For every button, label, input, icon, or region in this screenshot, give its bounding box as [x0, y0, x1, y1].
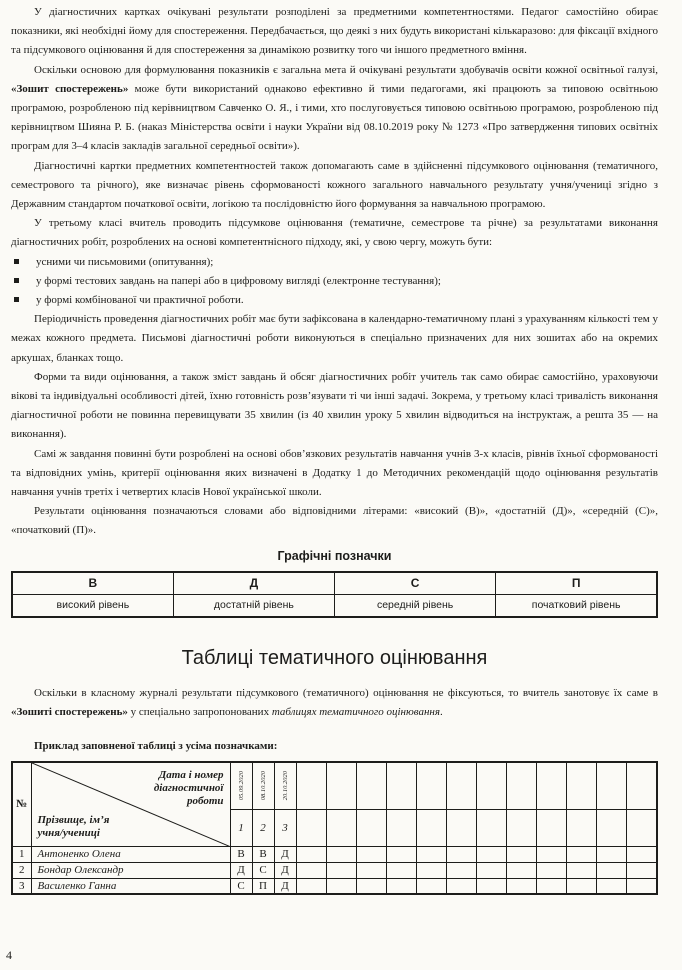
empty-cell — [386, 862, 416, 878]
mark-cell: С — [252, 862, 274, 878]
empty-cell — [597, 809, 627, 846]
mark-cell: В — [230, 846, 252, 862]
pupil-name: Василенко Ганна — [31, 878, 230, 894]
date-header-label: Дата і номер діагностичної роботи — [153, 769, 224, 808]
empty-cell — [567, 809, 597, 846]
notebook-title-bold: «Зошиті спостережень» — [11, 705, 128, 718]
empty-cell — [416, 862, 446, 878]
legend-title: Графічні позначки — [277, 548, 392, 563]
paragraph-text: у спеціально запропонованих — [127, 705, 272, 718]
number-column-header: № — [12, 762, 31, 846]
legend-levels-row — [12, 594, 657, 617]
empty-cell — [597, 762, 627, 809]
page-content — [11, 0, 658, 895]
tables-italic: таблицях тематичного оцінювання — [271, 705, 440, 718]
empty-cell — [476, 878, 506, 894]
empty-cell — [476, 809, 506, 846]
empty-cell — [537, 862, 567, 878]
empty-cell — [476, 862, 506, 878]
empty-cell — [627, 862, 657, 878]
date-cell — [252, 762, 274, 809]
date-label: 08.10.2020 — [259, 771, 267, 801]
empty-cell — [356, 862, 386, 878]
mark-cell: С — [230, 878, 252, 894]
empty-cell — [446, 878, 476, 894]
date-cell — [274, 762, 296, 809]
paragraph-final-assessment: Діагностичні картки предметних компетентностей також допомагають саме в здійсненні підсумкового оцінювання (тематичного, семестрового та річного), яке визначає рівень сформованості кожного загального навчального результату учня/учениці згідно з Державним стандартом початкової освіти, логікою та послідовністю його формування за навчальною програмою. — [11, 159, 658, 211]
empty-cell — [507, 762, 537, 809]
section-title: Таблиці тематичного оцінювання — [181, 646, 488, 669]
empty-cell — [326, 862, 356, 878]
empty-cell — [296, 862, 326, 878]
work-number: 3 — [274, 809, 296, 846]
legend-letter: С — [335, 572, 496, 595]
paragraph-tasks: Самі ж завдання повинні бути розроблені на основі обов’язкових результатів навчання учнів 3-х класів, рівнів їхньої сформованості та відповідних умінь, критерії оцінювання яких визначені в Додатку 1 до Методичних рекомендацій щодо оцінювання результатів навчання учнів третіх і четвертих класів Нової української школи. — [11, 447, 658, 499]
mark-cell: П — [252, 878, 274, 894]
empty-cell — [416, 762, 446, 809]
paragraph-text: Оскільки в класному журналі результати підсумкового (тематичного) оцінювання не фіксуються, то вчитель занотовує їх саме в — [34, 686, 658, 699]
empty-cell — [567, 762, 597, 809]
empty-cell — [386, 762, 416, 809]
date-label: 20.10.2020 — [281, 771, 289, 801]
paragraph-notebook-usage — [11, 61, 658, 157]
empty-cell — [386, 846, 416, 862]
empty-cell — [476, 846, 506, 862]
legend-letter: П — [496, 572, 657, 595]
mark-cell: Д — [274, 862, 296, 878]
section-intro — [11, 684, 658, 722]
legend-table — [11, 571, 658, 618]
empty-cell — [627, 762, 657, 809]
empty-cell — [597, 862, 627, 878]
empty-cell — [537, 878, 567, 894]
date-label: 05.09.2020 — [237, 771, 245, 801]
paragraph-forms-types: Форми та види оцінювання, а також зміст завдань й обсяг діагностичних робіт учитель так само обирає самостійно, ураховуючи вікові та індивідуальні особливості дітей, їхню готовність розв’язувати ті чи інші задачі. Зокрема, у третьому класі тривалість виконання діагностичної роботи не повинна перевищувати 35 хвилин (із 40 хвилин уроку 5 хвилин відводиться на інструктаж, а решта 35 — на виконання). — [11, 370, 658, 441]
paragraph-text: Оскільки основою для формулювання показників є загальна мета й очікувані результати здобувачів освіти кожної освітньої галузі, — [34, 63, 658, 76]
legend-letters-row — [12, 572, 657, 595]
work-number: 1 — [230, 809, 252, 846]
row-number: 3 — [12, 878, 31, 894]
paragraph-periodicity: Періодичність проведення діагностичних робіт має бути зафіксована в календарно-тематичному плані з урахуванням кількості тем у межах кожного предмета. Письмові діагностичні роботи виконуються в спеціально призначених для них зошитах або на окремих аркушах, бланках тощо. — [11, 313, 658, 364]
empty-cell — [507, 862, 537, 878]
empty-cell — [326, 846, 356, 862]
empty-cell — [567, 862, 597, 878]
empty-cell — [507, 846, 537, 862]
empty-cell — [446, 862, 476, 878]
empty-cell — [326, 809, 356, 846]
date-cell — [230, 762, 252, 809]
legend-level: високий рівень — [12, 594, 173, 617]
empty-cell — [326, 878, 356, 894]
mark-cell: В — [252, 846, 274, 862]
journal-header-row — [12, 762, 657, 809]
empty-cell — [356, 846, 386, 862]
empty-cell — [386, 878, 416, 894]
empty-cell — [446, 809, 476, 846]
mark-cell: Д — [230, 862, 252, 878]
page-number: 4 — [6, 948, 12, 962]
empty-cell — [446, 846, 476, 862]
empty-cell — [416, 846, 446, 862]
empty-cell — [356, 878, 386, 894]
empty-cell — [356, 809, 386, 846]
table-row — [12, 862, 657, 878]
assessment-forms-list — [11, 253, 658, 311]
paragraph-result-letters: Результати оцінювання позначаються словами або відповідними літерами: «високий (В)», «достатній (Д)», «середній (С)», «початковий (П)». — [11, 505, 658, 537]
empty-cell — [386, 809, 416, 846]
paragraph-text: може бути використаний однаково ефективно й тими педагогами, які працюють за типовою освітньою програмою, розробленою під керівництвом Савченко О. Я., і тими, хто послуговується типовою освітньою програмою, розробленою під керівництвом Шияна Р. Б. (наказ Міністерства освіти і науки України від 08.10.2019 року № 1273 «Про затвердження типових освітніх програм для 3–4 класів закладів загальної середньої освіти»). — [11, 82, 658, 153]
row-number: 1 — [12, 846, 31, 862]
pupil-name: Антоненко Олена — [31, 846, 230, 862]
empty-cell — [627, 846, 657, 862]
legend-level: середній рівень — [335, 594, 496, 617]
legend-letter: Д — [173, 572, 334, 595]
empty-cell — [416, 809, 446, 846]
pupil-name: Бондар Олександр — [31, 862, 230, 878]
list-item: усними чи письмовими (опитування); — [11, 253, 658, 272]
legend-letter: В — [12, 572, 173, 595]
empty-cell — [537, 762, 567, 809]
paragraph-diagnostic-cards: У діагностичних картках очікувані результати розподілені за предметними компетентностями. Педагог самостійно обирає показники, які необхідні йому для спостереження. Передбачається, що деякі з них будуть використані кількаразово: для фіксації вхідного та підсумкового оцінювання й для спостереження за динамікою розвитку того чи іншого предметного вміння. — [11, 6, 658, 57]
empty-cell — [296, 846, 326, 862]
empty-cell — [567, 846, 597, 862]
empty-cell — [446, 762, 476, 809]
empty-cell — [537, 846, 567, 862]
empty-cell — [416, 878, 446, 894]
empty-cell — [507, 809, 537, 846]
name-header-label: Прізвище, ім’я учня/учениці — [37, 813, 110, 839]
empty-cell — [507, 878, 537, 894]
assessment-journal-table — [11, 761, 658, 895]
legend-level: достатній рівень — [173, 594, 334, 617]
table-row — [12, 878, 657, 894]
paragraph-third-grade: У третьому класі вчитель проводить підсумкове оцінювання (тематичне, семестрове та річне) за результатами виконання діагностичних робіт, розроблених на основі компетентнісного підходу, які, у свою чергу, можуть бути: — [11, 217, 658, 249]
empty-cell — [537, 809, 567, 846]
mark-cell: Д — [274, 846, 296, 862]
example-caption: Приклад заповненої таблиці з усіма позначками: — [34, 740, 278, 753]
row-number: 2 — [12, 862, 31, 878]
empty-cell — [597, 846, 627, 862]
diagonal-header-cell — [31, 762, 230, 846]
legend-level: початковий рівень — [496, 594, 657, 617]
empty-cell — [326, 762, 356, 809]
empty-cell — [296, 878, 326, 894]
empty-cell — [476, 762, 506, 809]
list-item: у формі тестових завдань на папері або в цифровому вигляді (електронне тестування); — [11, 272, 658, 291]
notebook-title-bold: «Зошит спостережень» — [11, 82, 129, 95]
mark-cell: Д — [274, 878, 296, 894]
empty-cell — [356, 762, 386, 809]
empty-cell — [627, 809, 657, 846]
table-row — [12, 846, 657, 862]
empty-cell — [296, 809, 326, 846]
empty-cell — [627, 878, 657, 894]
list-item: у формі комбінованої чи практичної роботи. — [11, 291, 658, 310]
paragraph-text: . — [439, 705, 443, 718]
empty-cell — [296, 762, 326, 809]
empty-cell — [567, 878, 597, 894]
work-number: 2 — [252, 809, 274, 846]
empty-cell — [597, 878, 627, 894]
